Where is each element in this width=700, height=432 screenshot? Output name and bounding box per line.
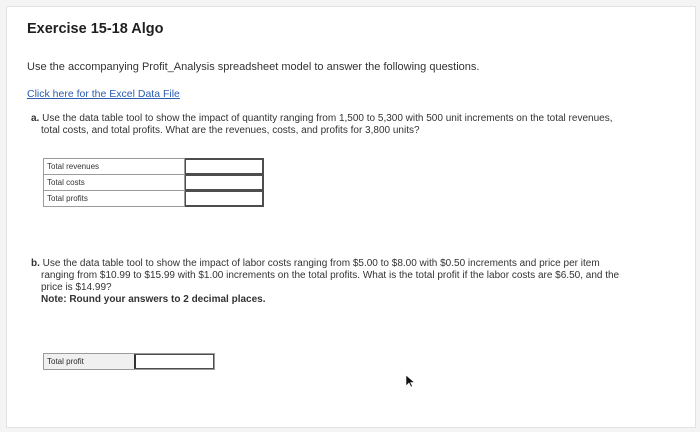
total-profit-input[interactable] xyxy=(134,354,214,369)
total-revenues-input[interactable] xyxy=(185,159,263,174)
exercise-title: Exercise 15-18 Algo xyxy=(27,21,164,37)
total-profits-input[interactable] xyxy=(185,191,263,206)
total-revenues-label: Total revenues xyxy=(44,159,185,175)
answer-table-b xyxy=(43,353,215,370)
answer-table-a xyxy=(43,158,264,207)
total-revenues-cell xyxy=(185,159,264,175)
total-profit-label: Total profit xyxy=(47,357,84,366)
question-a xyxy=(31,113,681,137)
table-row xyxy=(44,175,264,191)
excel-data-file-link[interactable]: Click here for the Excel Data File xyxy=(27,88,180,100)
question-b-line2: ranging from $10.99 to $15.99 with $1.00 increments on the total profits. What is the total profit if the labor costs are $6.50, and the xyxy=(41,270,620,281)
question-b-line1: Use the data table tool to show the impact of labor costs ranging from $5.00 to $8.00 with $0.50 increments and price per item xyxy=(42,258,600,269)
mouse-pointer-icon xyxy=(405,374,415,388)
question-a-label: a. xyxy=(31,113,40,124)
question-b-line3: price is $14.99? xyxy=(41,282,112,293)
question-b-label: b. xyxy=(31,258,40,269)
total-costs-input[interactable] xyxy=(185,175,263,190)
table-row xyxy=(44,191,264,207)
intro-text: Use the accompanying Profit_Analysis spreadsheet model to answer the following questions. xyxy=(27,61,480,73)
total-costs-cell xyxy=(185,175,264,191)
total-costs-label: Total costs xyxy=(44,175,185,191)
table-row xyxy=(44,159,264,175)
total-profits-label: Total profits xyxy=(44,191,185,207)
question-a-line1: Use the data table tool to show the impact of quantity ranging from 1,500 to 5,300 with 500 unit increments on the total revenues, xyxy=(42,113,613,124)
rounding-note: Note: Round your answers to 2 decimal places. xyxy=(41,294,266,305)
total-profits-cell xyxy=(185,191,264,207)
question-a-line2: total costs, and total profits. What are the revenues, costs, and profits for 3,800 units? xyxy=(41,125,420,136)
question-b xyxy=(31,258,681,306)
